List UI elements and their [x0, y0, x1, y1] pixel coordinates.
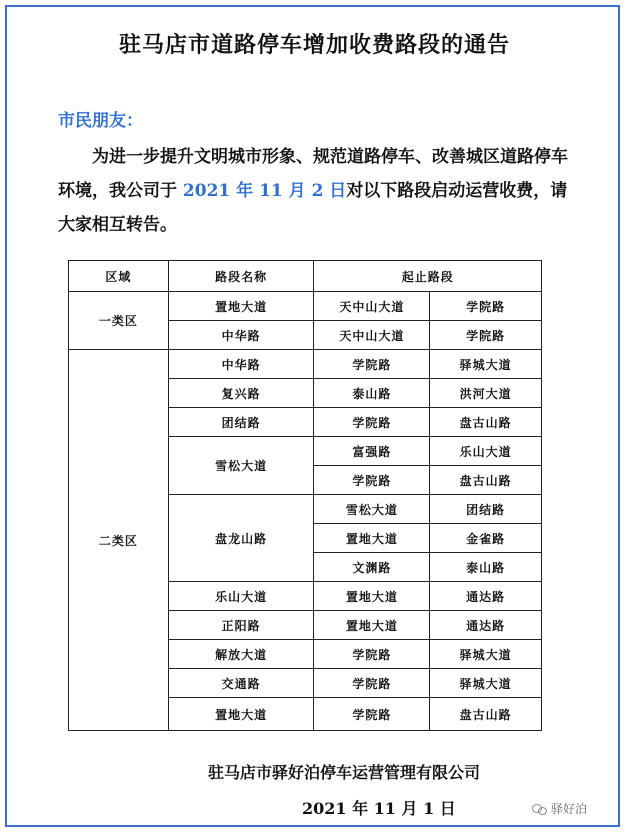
road-name: 中华路: [168, 350, 314, 379]
road-name: 乐山大道: [168, 582, 314, 611]
road-name: 中华路: [168, 321, 314, 350]
road-name: 正阳路: [168, 611, 314, 640]
header-zone: 区域: [69, 261, 169, 292]
greeting: 市民朋友：: [58, 111, 143, 131]
from-road: 学院路: [314, 466, 430, 495]
company-name: 驻马店市驿好泊停车运营管理有限公司: [208, 763, 481, 782]
wechat-icon: [532, 803, 548, 815]
from-road: 天中山大道: [314, 321, 430, 350]
watermark-text: 驿好泊: [551, 802, 588, 816]
zone-cell: 一类区: [69, 292, 169, 350]
table-row: [69, 350, 542, 379]
from-road: 学院路: [314, 640, 430, 669]
road-name: 交通路: [168, 669, 314, 698]
from-road: 置地大道: [314, 582, 430, 611]
from-road: 天中山大道: [314, 292, 430, 321]
watermark: [532, 800, 587, 817]
from-road: 学院路: [314, 408, 430, 437]
to-road: 驿城大道: [430, 350, 542, 379]
to-road: 盘古山路: [430, 698, 542, 731]
from-road: 学院路: [314, 669, 430, 698]
to-road: 金雀路: [430, 524, 542, 553]
notice-paragraph: [58, 140, 568, 242]
from-road: 学院路: [314, 350, 430, 379]
road-name: 置地大道: [168, 292, 314, 321]
road-section-table: [68, 260, 542, 731]
to-road: 盘古山路: [430, 466, 542, 495]
to-road: 驿城大道: [430, 669, 542, 698]
to-road: 驿城大道: [430, 640, 542, 669]
road-name: 盘龙山路: [168, 495, 314, 582]
zone-cell: 二类区: [69, 350, 169, 731]
road-name: 解放大道: [168, 640, 314, 669]
to-road: 通达路: [430, 582, 542, 611]
header-range: 起止路段: [314, 261, 542, 292]
from-road: 置地大道: [314, 524, 430, 553]
notice-title: 驻马店市道路停车增加收费路段的通告: [118, 33, 510, 58]
table-row: [69, 292, 542, 321]
to-road: 学院路: [430, 321, 542, 350]
road-name: 复兴路: [168, 379, 314, 408]
road-name: 团结路: [168, 408, 314, 437]
header-road-name: 路段名称: [168, 261, 314, 292]
paragraph-text-before: 为进一步提升文明城市形象、规范道路停车、改善城区道路停车环境，我公司于: [58, 147, 568, 201]
to-road: 乐山大道: [430, 437, 542, 466]
from-road: 泰山路: [314, 379, 430, 408]
from-road: 富强路: [314, 437, 430, 466]
start-date: 2021 年 11 月 2 日: [177, 181, 347, 201]
paragraph-text-after: 对以下路段启动运营收费，请大家相互转告。: [58, 181, 568, 235]
to-road: 学院路: [430, 292, 542, 321]
from-road: 文渊路: [314, 553, 430, 582]
road-name: 雪松大道: [168, 437, 314, 495]
to-road: 洪河大道: [430, 379, 542, 408]
from-road: 学院路: [314, 698, 430, 731]
to-road: 盘古山路: [430, 408, 542, 437]
to-road: 团结路: [430, 495, 542, 524]
table-header-row: [69, 261, 542, 292]
sign-date: 2021 年 11 月 1 日: [302, 799, 456, 818]
from-road: 雪松大道: [314, 495, 430, 524]
to-road: 通达路: [430, 611, 542, 640]
from-road: 置地大道: [314, 611, 430, 640]
road-name: 置地大道: [168, 698, 314, 731]
to-road: 泰山路: [430, 553, 542, 582]
